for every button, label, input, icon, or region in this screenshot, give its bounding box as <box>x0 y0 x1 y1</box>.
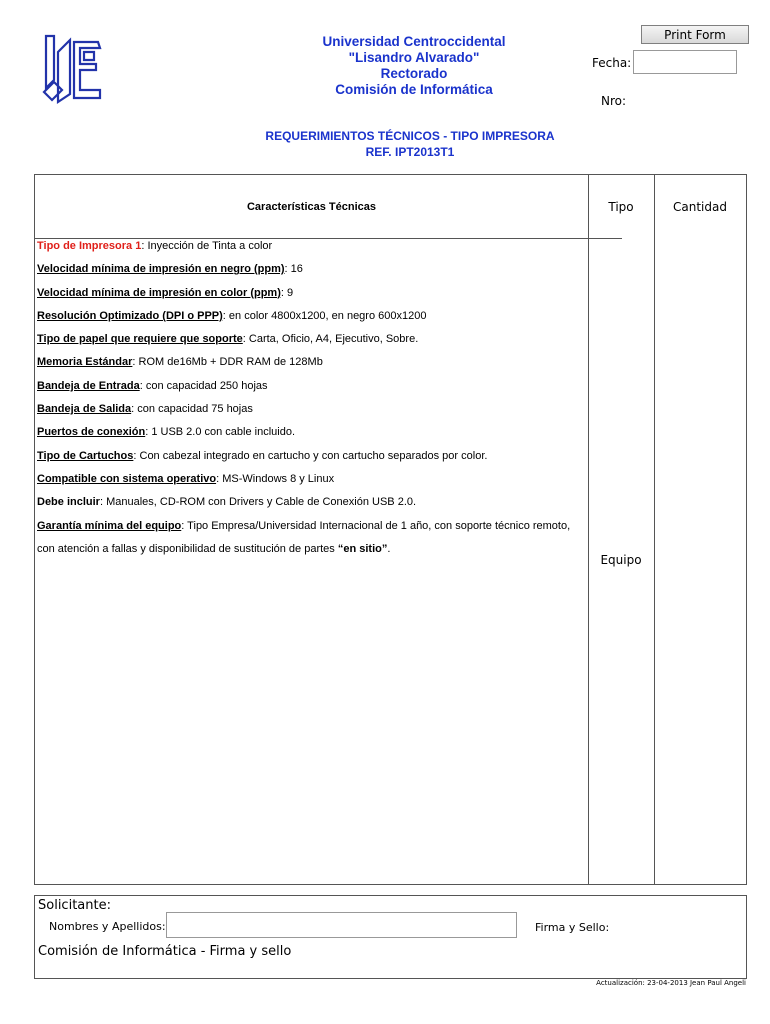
spec-item <box>37 309 607 332</box>
column-header-caracteristicas: Características Técnicas <box>246 200 377 213</box>
spec-sep: : <box>99 496 104 509</box>
spec-sep: : <box>133 449 137 462</box>
spec-value: 16 <box>287 263 303 276</box>
spec-key: Resolución Optimizado (DPI o PPP) <box>37 309 223 322</box>
university-line-2: "Lisandro Alvarado" <box>348 50 480 65</box>
spec-item <box>37 379 607 402</box>
spec-item <box>37 472 607 495</box>
spec-item <box>37 425 607 448</box>
spec-key: Velocidad mínima de impresión en color (ppm) <box>37 286 281 299</box>
solicitante-label: Solicitante: <box>38 898 111 913</box>
column-header-tipo: Tipo <box>608 199 634 214</box>
signature-block <box>34 895 747 979</box>
spec-key: Bandeja de Salida <box>37 403 132 416</box>
spec-key: Bandeja de Entrada <box>37 379 140 392</box>
document-title-line-1: REQUERIMIENTOS TÉCNICOS - TIPO IMPRESORA <box>265 129 555 143</box>
spec-sep: : <box>222 309 226 322</box>
spec-sep: : <box>280 286 284 299</box>
spec-value: Carta, Oficio, A4, Ejecutivo, Sobre. <box>245 333 419 346</box>
university-line-3: Rectorado <box>380 66 448 81</box>
spec-item <box>37 262 607 285</box>
spec-item <box>37 286 607 309</box>
spec-key: Memoria Estándar <box>37 356 133 369</box>
spec-key: Compatible con sistema operativo <box>37 472 217 485</box>
spec-sep: : <box>139 379 143 392</box>
document-title-line-2: REF. IPT2013T1 <box>365 145 455 159</box>
fecha-label: Fecha: <box>592 56 632 70</box>
spec-value: Manuales, CD-ROM con Drivers y Cable de Conexión USB 2.0. <box>103 496 417 509</box>
spec-item <box>37 495 607 518</box>
spec-item <box>37 519 607 542</box>
spec-value: Con cabezal integrado en cartucho y con cartucho separados por color. <box>136 449 488 462</box>
print-form-button[interactable]: Print Form <box>641 25 749 44</box>
spec-value: 9 <box>283 286 294 299</box>
update-note: Actualización: 23-04-2013 Jean Paul Angeli <box>596 979 746 987</box>
university-logo-icon <box>40 32 106 108</box>
spec-item <box>37 239 607 262</box>
comision-label: Comisión de Informática - Firma y sello <box>38 944 292 959</box>
spec-sep: : <box>284 263 288 276</box>
spec-value: con capacidad 250 hojas <box>142 379 268 392</box>
nro-label: Nro: <box>601 94 627 108</box>
spec-key: Tipo de Impresora 1 <box>37 240 142 252</box>
document-title <box>250 128 570 160</box>
nombres-input[interactable] <box>166 912 517 938</box>
spec-list[interactable] <box>37 239 607 565</box>
spec-emphasis: “en sitio” <box>337 542 388 555</box>
spec-item <box>37 332 607 355</box>
nombres-label: Nombres y Apellidos: <box>49 920 166 933</box>
fecha-input[interactable] <box>633 50 737 74</box>
spec-key: Garantía mínima del equipo <box>37 519 182 532</box>
spec-value: con atención a fallas y disponibilidad de sustitución de partes <box>37 542 338 555</box>
spec-value: ROM de16Mb + DDR RAM de 128Mb <box>135 356 323 369</box>
spec-item <box>37 355 607 378</box>
spec-item <box>37 402 607 425</box>
spec-value: Inyección de Tinta a color <box>144 240 273 252</box>
spec-item <box>37 449 607 472</box>
spec-sep: : <box>145 426 149 439</box>
spec-key: Velocidad mínima de impresión en negro (ppm) <box>37 263 285 276</box>
spec-key: Tipo de papel que requiere que soporte <box>37 333 243 346</box>
spec-sep: : <box>131 403 135 416</box>
university-line-4: Comisión de Informática <box>335 82 493 97</box>
tipo-value: Equipo <box>600 553 642 567</box>
spec-value: Tipo Empresa/Universidad Internacional de 1 año, con soporte técnico remoto, <box>184 519 571 532</box>
column-header-cantidad: Cantidad <box>673 199 727 214</box>
spec-value: MS-Windows 8 y Linux <box>219 472 335 485</box>
column-divider-cantidad <box>654 175 655 884</box>
spec-item-continued <box>37 542 607 565</box>
spec-end: . <box>387 542 391 555</box>
spec-key: Puertos de conexión <box>37 426 146 439</box>
requirements-table <box>34 174 747 885</box>
spec-value: en color 4800x1200, en negro 600x1200 <box>225 309 427 322</box>
spec-value: con capacidad 75 hojas <box>134 403 253 416</box>
spec-sep: : <box>141 240 145 252</box>
spec-sep: : <box>242 333 246 346</box>
firma-label: Firma y Sello: <box>535 921 610 934</box>
spec-sep: : <box>216 472 220 485</box>
spec-sep: : <box>132 356 136 369</box>
university-name <box>300 34 528 98</box>
spec-key: Tipo de Cartuchos <box>37 449 134 462</box>
spec-value: 1 USB 2.0 con cable incluido. <box>148 426 296 439</box>
spec-sep: : <box>181 519 185 532</box>
spec-key: Debe incluir <box>37 496 100 509</box>
university-line-1: Universidad Centroccidental <box>322 34 506 49</box>
